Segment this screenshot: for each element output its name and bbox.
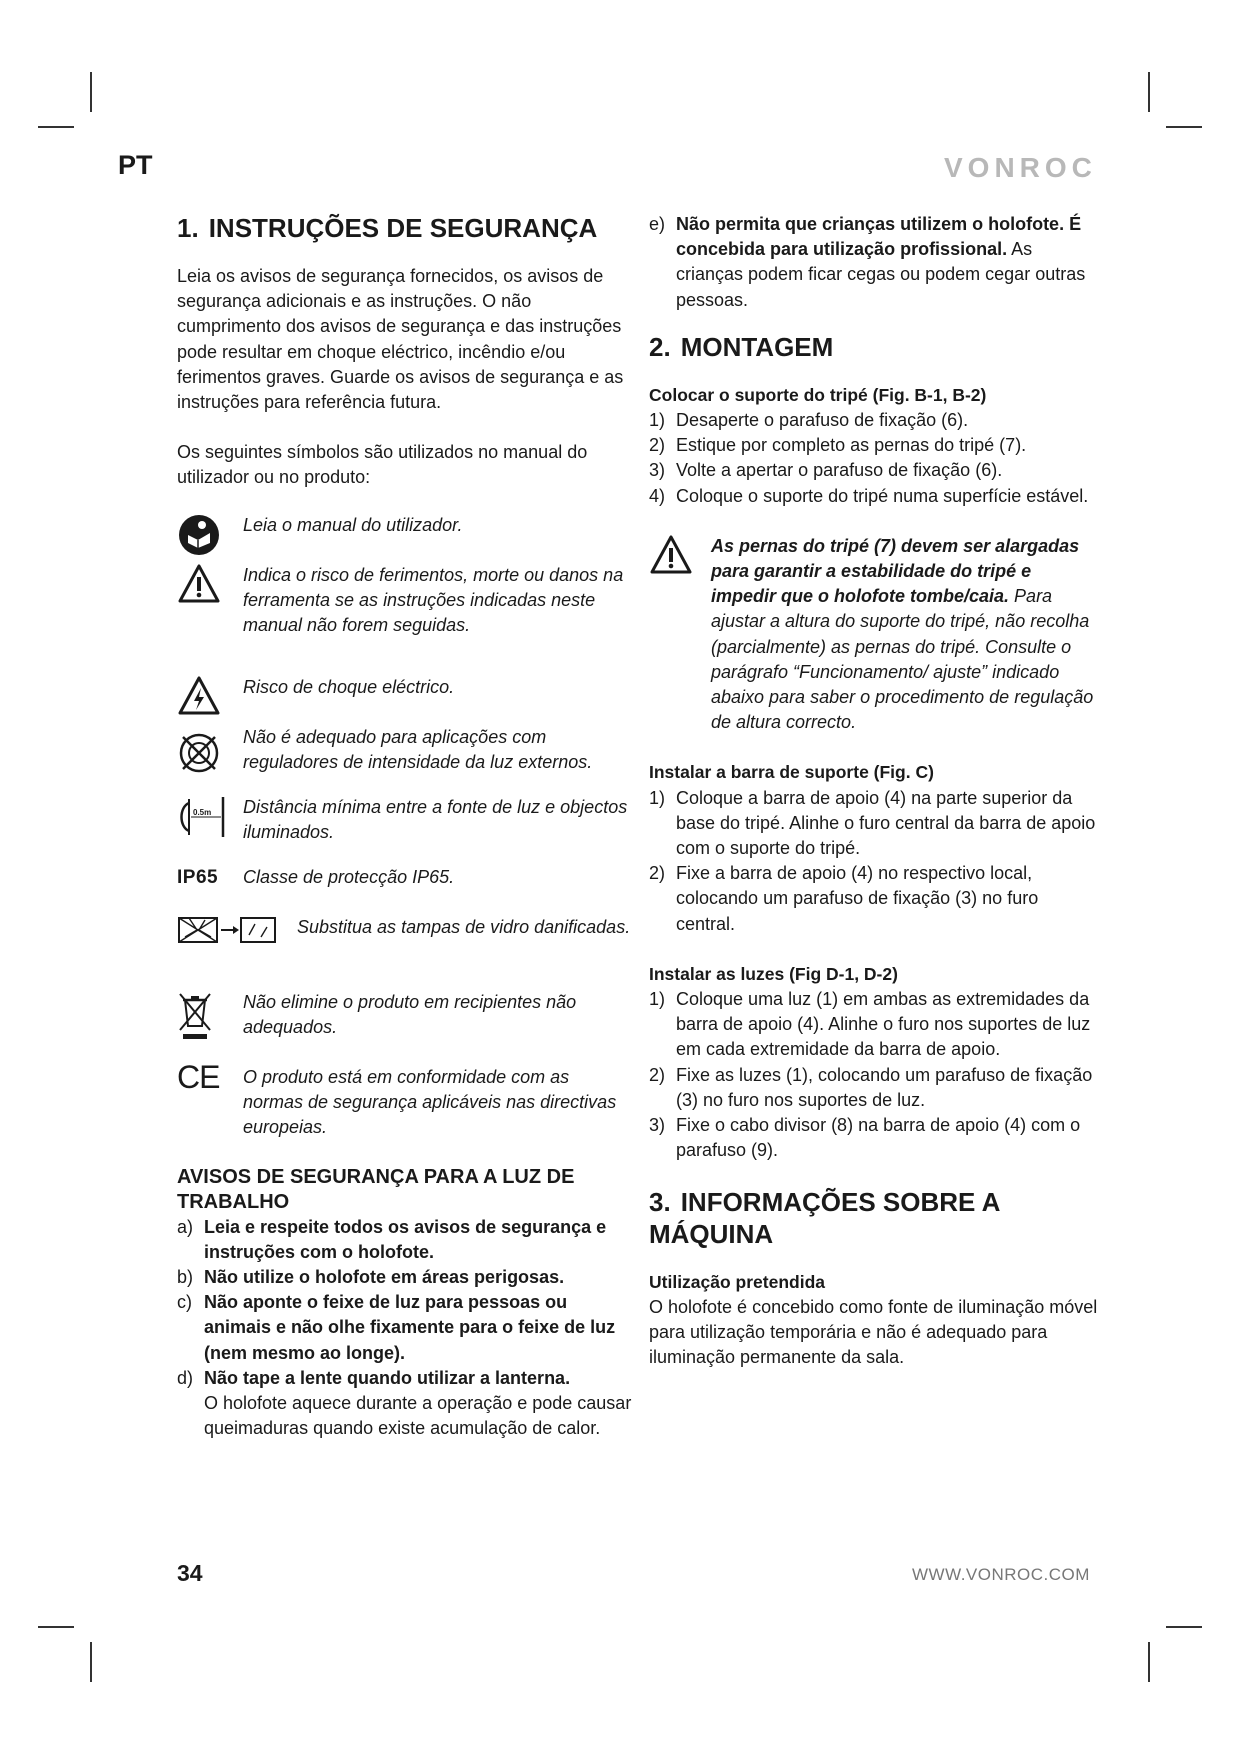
list-item: 2) Fixe as luzes (1), colocando um parafuso de fixação (3) no furo nos suportes de luz.	[649, 1064, 1093, 1110]
symbol-row	[177, 795, 632, 865]
list-item: 1) Coloque a barra de apoio (4) na parte superior da base do tripé. Alinhe o furo central da barra de apoio com o suporte do tripé.	[649, 787, 1096, 859]
symbol-row	[177, 915, 632, 990]
lights-steps	[649, 987, 1099, 1163]
symbol-text: O produto está em conformidade com as normas de segurança aplicáveis nas directivas europeias.	[243, 1066, 617, 1138]
brand-logo: VONROC	[944, 152, 1097, 183]
crop-mark	[1166, 126, 1202, 128]
list-item: 3) Volte a apertar o parafuso de fixação (6).	[649, 460, 1003, 481]
left-column	[177, 212, 632, 1441]
electric-shock-icon	[177, 675, 243, 721]
symbol-text: Classe de protecção IP65.	[243, 866, 455, 887]
replace-glass-icon	[177, 915, 299, 961]
min-distance-icon	[177, 795, 243, 841]
list-item: 2) Estique por completo as pernas do tripé (7).	[649, 435, 1027, 456]
list-item: 3) Fixe o cabo divisor (8) na barra de apoio (4) com o parafuso (9).	[649, 1115, 1081, 1161]
warning-triangle-icon	[177, 563, 243, 609]
list-item: 1) Coloque uma luz (1) em ambas as extremidades da barra de apoio (4). Alinhe o furo nos suportes de luz em cada extremidade da barra de apoio.	[649, 989, 1091, 1060]
symbol-text: Distância mínima entre a fonte de luz e objectos iluminados.	[243, 796, 628, 842]
no-dimmer-icon	[177, 725, 243, 771]
section-heading-assembly: 2. MONTAGEM	[649, 331, 834, 362]
symbol-row	[177, 513, 632, 563]
weee-bin-icon	[177, 990, 243, 1036]
section-heading-safety: 1. INSTRUÇÕES DE SEGURANÇA	[177, 213, 598, 243]
crop-mark	[1166, 1626, 1202, 1628]
symbol-row	[177, 675, 632, 725]
crop-mark	[90, 72, 92, 112]
symbol-text: Indica o risco de ferimentos, morte ou danos na ferramenta se as instruções indicadas neste manual não forem seguidas.	[243, 564, 624, 636]
tripod-subheading: Colocar o suporte do tripé (Fig. B-1, B-2)	[649, 384, 987, 405]
symbol-row	[177, 725, 632, 795]
crop-mark	[38, 126, 74, 128]
symbol-row	[177, 1058, 632, 1165]
work-light-warnings-list	[177, 1215, 632, 1442]
website-url: WWW.VONROC.COM	[912, 1565, 1090, 1584]
lights-subheading: Instalar as luzes (Fig D-1, D-2)	[649, 963, 898, 984]
list-item: b) Não utilize o holofote em áreas perigosas.	[177, 1267, 565, 1288]
bar-steps	[649, 786, 1099, 937]
symbol-text: Leia o manual do utilizador.	[243, 514, 463, 535]
list-item: a) Leia e respeite todos os avisos de segurança e instruções com o holofote.	[177, 1216, 607, 1262]
list-item: 4) Coloque o suporte do tripé numa superfície estável.	[649, 485, 1089, 506]
symbol-text: Substitua as tampas de vidro danificadas.	[297, 916, 631, 937]
tripod-steps	[649, 408, 1099, 509]
list-item: d) Não tape a lente quando utilizar a lanterna. O holofote aquece durante a operação e pode causar queimaduras quando existe acumulação de calor.	[177, 1367, 632, 1439]
symbol-row	[177, 990, 632, 1065]
symbol-row	[177, 865, 632, 915]
intended-use-text: O holofote é concebido como fonte de iluminação móvel para utilização temporária e não é adequado para iluminação permanente da sala.	[649, 1296, 1098, 1368]
intended-use-subheading: Utilização pretendida	[649, 1271, 826, 1292]
list-item: c) Não aponte o feixe de luz para pessoas ou animais e não olhe fixamente para o feixe de luz (nem mesmo ao longe).	[177, 1292, 616, 1363]
list-item: e) Não permita que crianças utilizem o holofote. É concebida para utilização profissional. As crianças podem ficar cegas ou podem cegar outras pessoas.	[649, 214, 1086, 310]
crop-mark	[90, 1642, 92, 1682]
svg-text:0.5m: 0.5m	[193, 807, 212, 817]
read-manual-icon	[177, 513, 243, 559]
safety-intro: Leia os avisos de segurança fornecidos, os avisos de segurança adicionais e as instruções. O não cumprimento dos avisos de segurança e das instruções pode resultar em choque eléctrico, incêndio e/ou ferimentos graves. Guarde os avisos de segurança e as instruções para referência futura.	[177, 266, 624, 413]
crop-mark	[38, 1626, 74, 1628]
tripod-warning: As pernas do tripé (7) devem ser alargadas para garantir a estabilidade do tripé e impedir que o holofote tombe/caia. Para ajustar a altura do suporte do tripé, não recolha (parcialmente) as pernas do tripé. Consulte o parágrafo “Funcionamento/ ajuste” indicado abaixo para saber o procedimento de regulação de altura correcto.	[649, 534, 1099, 736]
ip65-label: IP65	[177, 866, 219, 888]
bar-subheading: Instalar a barra de suporte (Fig. C)	[649, 762, 934, 783]
list-item: 2) Fixe a barra de apoio (4) no respectivo local, colocando um parafuso de fixação (3) no furo central.	[649, 863, 1039, 934]
work-light-warnings-title: AVISOS DE SEGURANÇA PARA A LUZ DE TRABALHO	[177, 1165, 575, 1213]
symbol-text: Não é adequado para aplicações com reguladores de intensidade da luz externos.	[243, 726, 593, 772]
ce-mark-icon: CE	[177, 1058, 220, 1095]
symbol-text: Não elimine o produto em recipientes não adequados.	[243, 991, 577, 1037]
crop-mark	[1148, 1642, 1150, 1682]
right-column	[649, 212, 1099, 1370]
page-number: 34	[177, 1560, 203, 1586]
symbols-intro: Os seguintes símbolos são utilizados no manual do utilizador ou no produto:	[177, 442, 588, 488]
warning-e	[649, 212, 1099, 313]
section-heading-machine-info: 3. INFORMAÇÕES SOBRE A MÁQUINA	[649, 1186, 1000, 1249]
list-item: 1) Desaperte o parafuso de fixação (6).	[649, 410, 969, 431]
crop-mark	[1148, 72, 1150, 112]
language-code: PT	[118, 150, 153, 180]
symbol-row	[177, 563, 632, 675]
warning-triangle-icon	[649, 534, 711, 583]
symbol-text: Risco de choque eléctrico.	[243, 676, 455, 697]
